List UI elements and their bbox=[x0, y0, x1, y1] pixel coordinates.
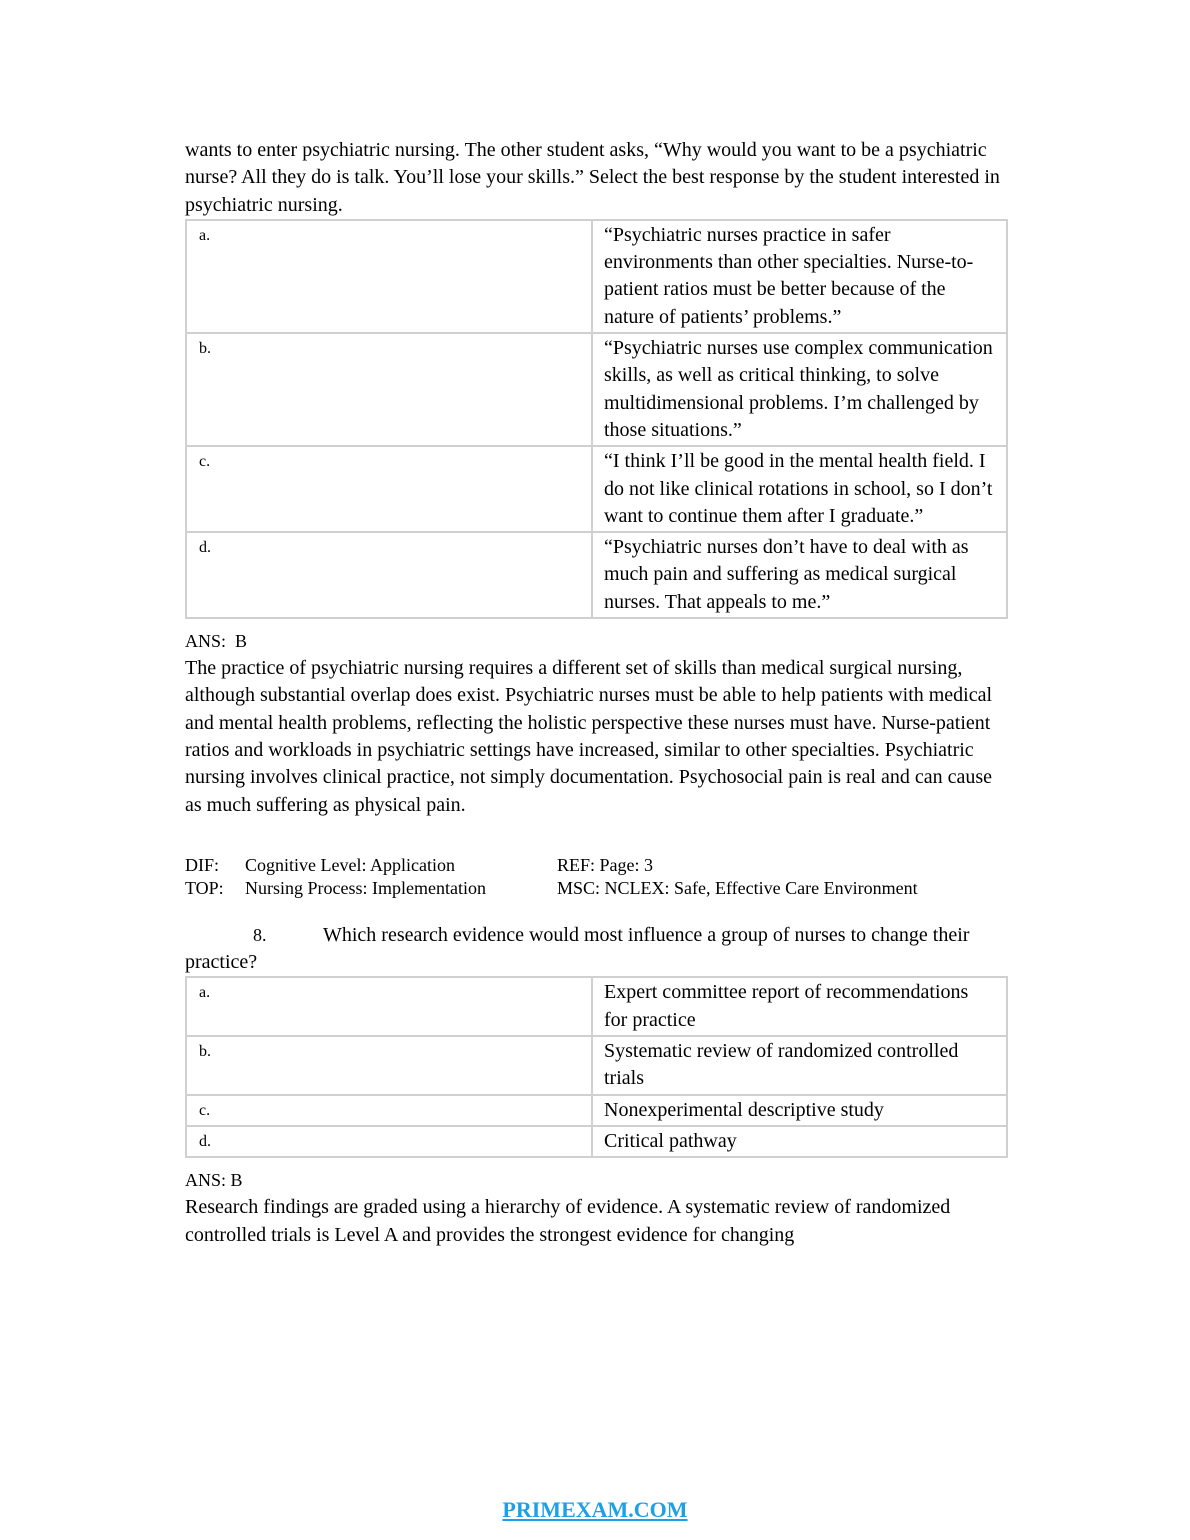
option-letter: c. bbox=[186, 446, 592, 532]
dif-value: Cognitive Level: Application bbox=[245, 854, 455, 875]
ref-value: REF: Page: 3 bbox=[557, 854, 654, 875]
q7-answer: ANS: B bbox=[185, 631, 248, 652]
q8-stem: Which research evidence would most influence a group of nurses to change their practice? bbox=[185, 923, 970, 974]
q7-options-table bbox=[185, 219, 1008, 619]
option-text: “Psychiatric nurses use complex communication skills, as well as critical thinking, to solve multidimensional problems. I’m challenged by those situations.” bbox=[592, 333, 1007, 446]
option-row bbox=[186, 977, 1007, 1036]
q8-options-table bbox=[185, 976, 1008, 1158]
document-page bbox=[185, 137, 1007, 1249]
option-row bbox=[186, 1126, 1007, 1157]
option-letter: d. bbox=[186, 1126, 592, 1157]
option-row bbox=[186, 446, 1007, 532]
option-text: “Psychiatric nurses practice in safer environments than other specialties. Nurse-to-patient ratios must be better because of the nature of patients’ problems.” bbox=[592, 220, 1007, 333]
option-letter: c. bbox=[186, 1095, 592, 1126]
q7-stem: wants to enter psychiatric nursing. The other student asks, “Why would you want to be a psychiatric nurse? All they do is talk. You’ll lose your skills.” Select the best response by the student interested in psychiatric nursing. bbox=[185, 139, 1000, 216]
option-letter: b. bbox=[186, 1036, 592, 1095]
option-row bbox=[186, 1095, 1007, 1126]
top-label: TOP: bbox=[185, 877, 224, 898]
option-row bbox=[186, 532, 1007, 618]
option-row bbox=[186, 333, 1007, 446]
q8-rationale: Research findings are graded using a hierarchy of evidence. A systematic review of randomized controlled trials is Level A and provides the strongest evidence for changing bbox=[185, 1196, 951, 1246]
option-text: Critical pathway bbox=[592, 1126, 1007, 1157]
option-letter: b. bbox=[186, 333, 592, 446]
q7-rationale: The practice of psychiatric nursing requires a different set of skills than medical surgical nursing, although substantial overlap does exist. Psychiatric nurses must be able to help patients with medical and mental health problems, reflecting the holistic perspective these nurses must have. Nurse-patient ratios and workloads in psychiatric settings have increased, similar to other specialties. Psychiatric nursing involves clinical practice, not simply documentation. Psychosocial pain is real and can cause as much suffering as physical pain. bbox=[185, 657, 993, 816]
option-text: Expert committee report of recommendations for practice bbox=[592, 977, 1007, 1036]
top-value: Nursing Process: Implementation bbox=[245, 877, 486, 898]
msc-value: MSC: NCLEX: Safe, Effective Care Environment bbox=[557, 877, 918, 898]
option-row bbox=[186, 220, 1007, 333]
option-text: Systematic review of randomized controlled trials bbox=[592, 1036, 1007, 1095]
option-text: “Psychiatric nurses don’t have to deal with as much pain and suffering as medical surgical nurses. That appeals to me.” bbox=[592, 532, 1007, 618]
dif-label: DIF: bbox=[185, 854, 220, 875]
q7-metadata bbox=[185, 854, 1007, 900]
option-row bbox=[186, 1036, 1007, 1095]
option-text: Nonexperimental descriptive study bbox=[592, 1095, 1007, 1126]
q8-answer: ANS: B bbox=[185, 1170, 243, 1191]
q8-stem-block bbox=[185, 922, 1007, 977]
option-letter: d. bbox=[186, 532, 592, 618]
option-letter: a. bbox=[186, 220, 592, 333]
footer-site-link[interactable]: PRIMEXAM.COM bbox=[502, 1497, 688, 1522]
option-text: “I think I’ll be good in the mental health field. I do not like clinical rotations in school, so I don’t want to continue them after I graduate.” bbox=[592, 446, 1007, 532]
q8-number: 8. bbox=[253, 924, 267, 945]
option-letter: a. bbox=[186, 977, 592, 1036]
